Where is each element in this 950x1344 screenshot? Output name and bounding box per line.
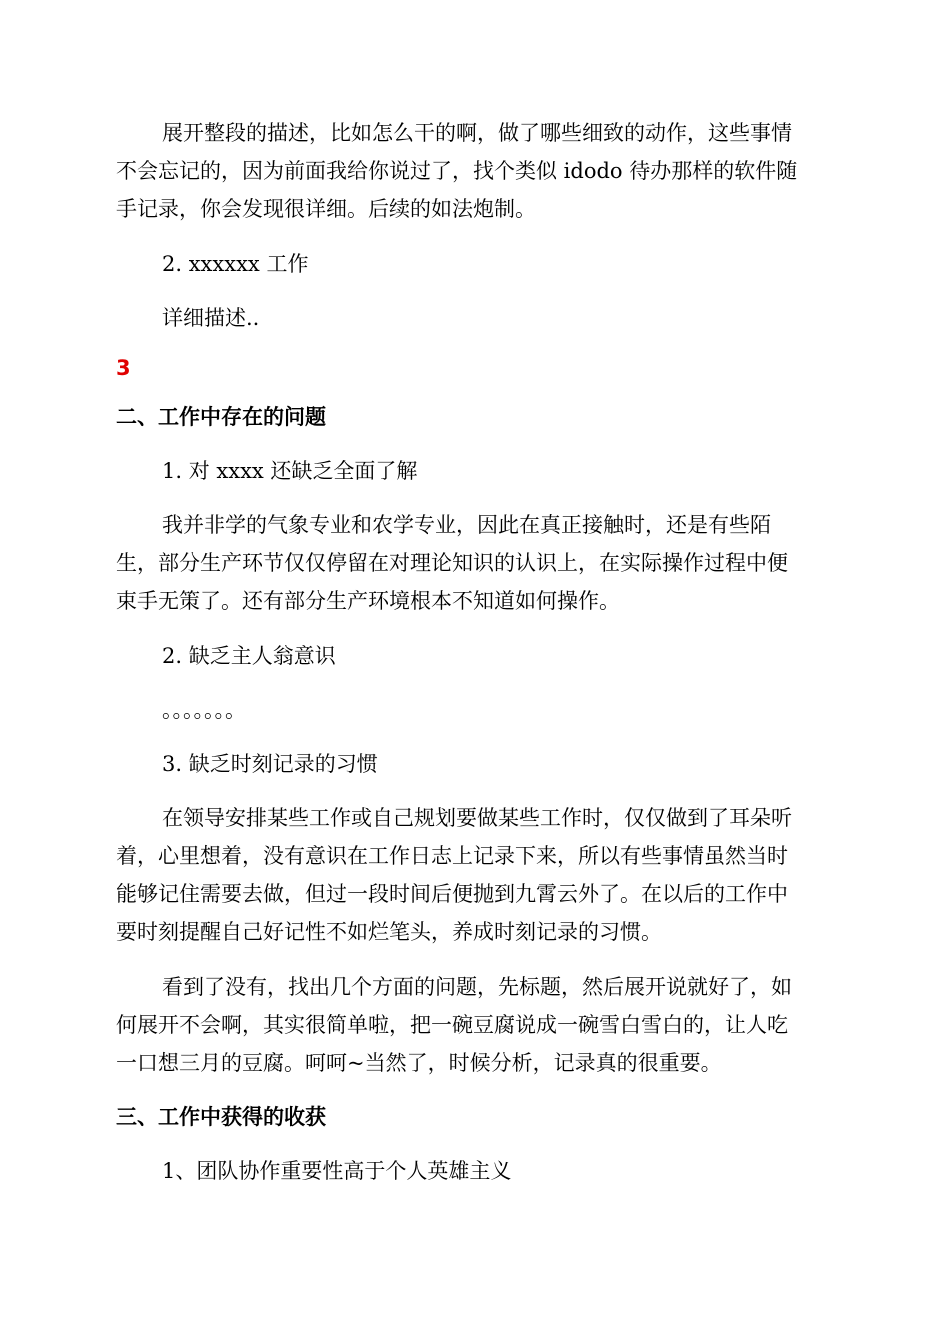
list-item-title: 3. 缺乏时刻记录的习惯 <box>162 752 378 776</box>
paragraph-line: 展开整段的描述，比如怎么干的啊，做了哪些细致的动作，这些事情 <box>162 121 792 145</box>
paragraph-line: 详细描述.. <box>162 306 260 330</box>
paragraph-line: 。。。。。。。 <box>162 698 246 722</box>
section-heading: 二、工作中存在的问题 <box>116 405 326 429</box>
paragraph-line: 何展开不会啊，其实很简单啦，把一碗豆腐说成一碗雪白雪白的，让人吃 <box>116 1013 788 1037</box>
paragraph-line: 在领导安排某些工作或自己规划要做某些工作时，仅仅做到了耳朵听 <box>162 806 792 830</box>
paragraph-line: 手记录，你会发现很详细。后续的如法炮制。 <box>116 197 536 221</box>
paragraph-line: 我并非学的气象专业和农学专业，因此在真正接触时，还是有些陌 <box>162 513 771 537</box>
list-item-title: 1、团队协作重要性高于个人英雄主义 <box>162 1159 512 1183</box>
paragraph-line: 束手无策了。还有部分生产环境根本不知道如何操作。 <box>116 589 620 613</box>
section-heading: 三、工作中获得的收获 <box>116 1105 326 1129</box>
section-marker: 3 <box>116 356 131 380</box>
list-item-title: 1. 对 xxxx 还缺乏全面了解 <box>162 459 418 483</box>
paragraph-line: 一口想三月的豆腐。呵呵~当然了，时候分析，记录真的很重要。 <box>116 1051 722 1075</box>
list-item-title: 2. 缺乏主人翁意识 <box>162 644 336 668</box>
paragraph-line: 要时刻提醒自己好记性不如烂笔头，养成时刻记录的习惯。 <box>116 920 662 944</box>
paragraph-line: 不会忘记的，因为前面我给你说过了，找个类似 idodo 待办那样的软件随 <box>116 159 798 183</box>
paragraph-line: 着，心里想着，没有意识在工作日志上记录下来，所以有些事情虽然当时 <box>116 844 788 868</box>
paragraph-line: 能够记住需要去做，但过一段时间后便抛到九霄云外了。在以后的工作中 <box>116 882 788 906</box>
paragraph-line: 看到了没有，找出几个方面的问题，先标题，然后展开说就好了，如 <box>162 975 792 999</box>
paragraph-line: 生，部分生产环节仅仅停留在对理论知识的认识上，在实际操作过程中便 <box>116 551 788 575</box>
list-item-title: 2. xxxxxx 工作 <box>162 252 309 276</box>
